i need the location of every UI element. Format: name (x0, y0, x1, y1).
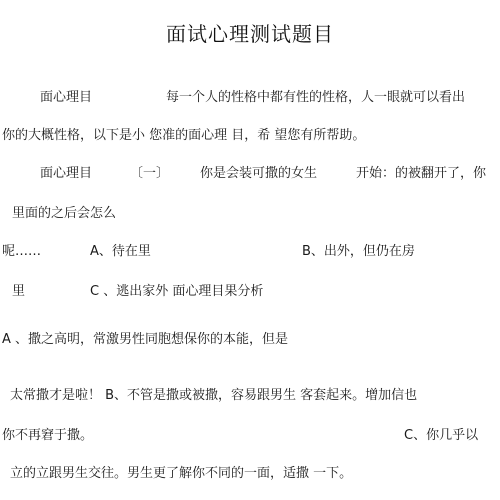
paragraph-intro-heading: 面心理目 (40, 90, 93, 105)
analysis-a: A 、撒之高明，常激男性同胞想保你的本能，但是 (2, 332, 289, 347)
question-heading: 面心理目 (40, 166, 93, 181)
question-prompt-end: 呢…… (2, 244, 42, 259)
analysis-c: C、你几乎以 (404, 428, 479, 443)
option-c-and-analysis-heading: C 、逃出家外 面心理目果分析 (90, 284, 264, 299)
paragraph-intro-continued: 你的大概性格，以下是小 您准的面心理 目，希 望您有所帮助。 (2, 128, 366, 143)
option-b: B、出外，但仍在房 (302, 244, 415, 259)
page-title: 面试心理测试题目 (166, 22, 334, 46)
question-number: 〔一〕 (130, 166, 170, 181)
analysis-b-continued: 你不再窘于撒。 (2, 428, 94, 443)
option-a: A、待在里 (90, 244, 151, 259)
question-prompt: 开始：的被翻开了，你 (356, 166, 487, 181)
question-title: 你是会装可撒的女生 (200, 166, 318, 181)
option-b-continued: 里 (12, 284, 26, 299)
question-prompt-continued: 里面的之后会怎么 (12, 206, 117, 221)
analysis-c-continued: 立的立跟男生交往。男生更了解你不同的一面，适撒 一下。 (10, 466, 353, 481)
analysis-b: 太常撒才是啦！ B、不管是撒或被撒，容易跟男生 客套起来。增加信也 (10, 388, 418, 403)
paragraph-intro-text: 每一个人的性格中都有性的性格，人一眼就可以看出 (166, 90, 466, 105)
